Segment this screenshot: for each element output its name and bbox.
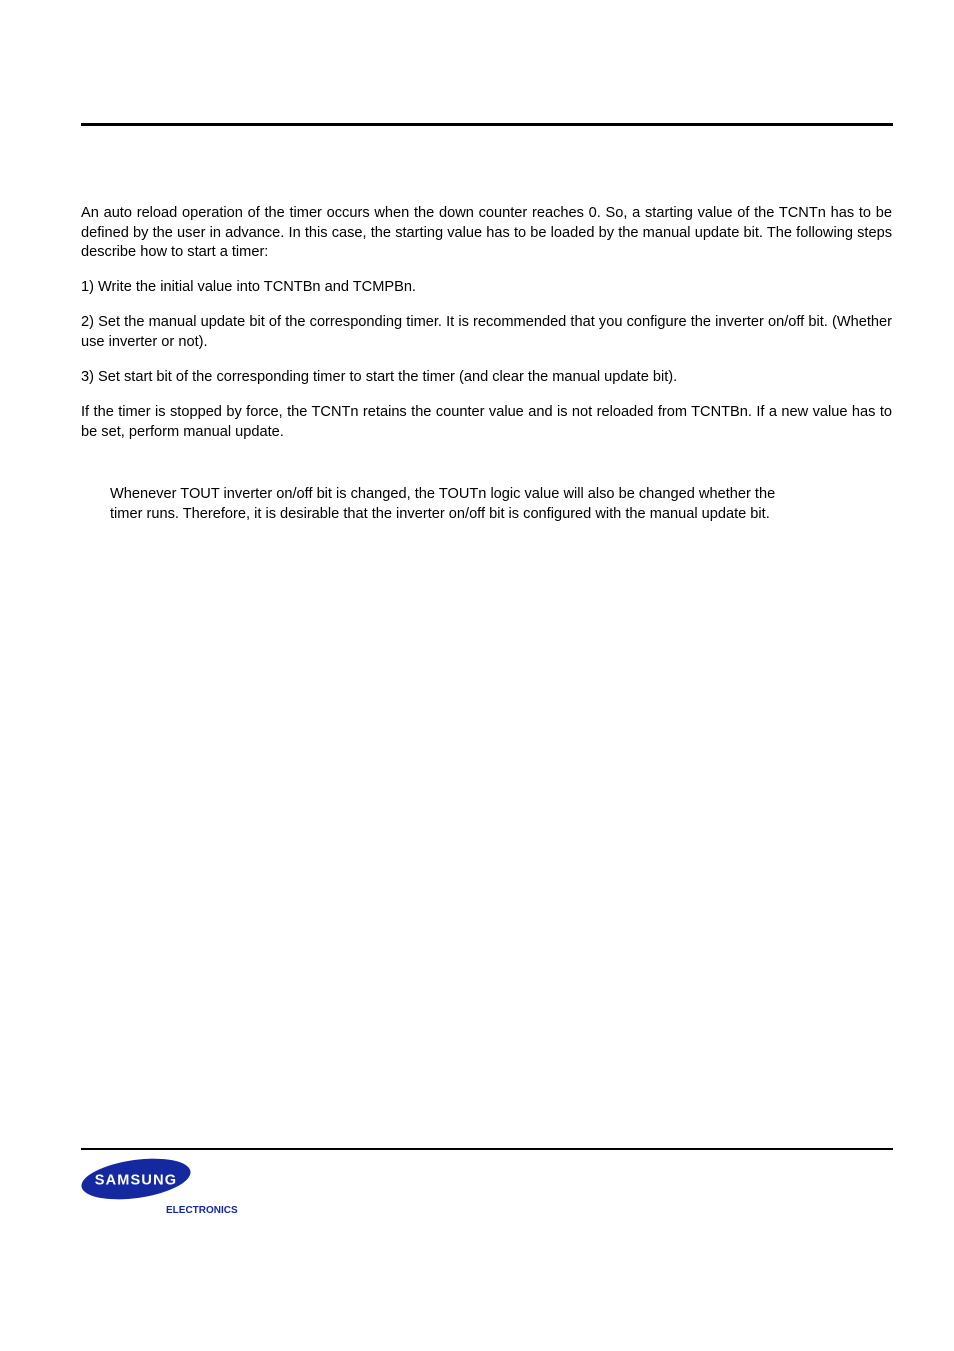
step-1: 1) Write the initial value into TCNTBn and TCMPBn. [81, 279, 416, 295]
step-2: 2) Set the manual update bit of the corresponding timer. It is recommended that you configure the inverter on/off bit. (Whether use inverter or not). [81, 314, 892, 350]
logo-wordmark: SAMSUNG [94, 1172, 178, 1189]
note-line-1: Whenever TOUT inverter on/off bit is changed, the TOUTn logic value will also be changed whether the [110, 486, 776, 502]
paragraph-auto-reload: An auto reload operation of the timer occurs when the down counter reaches 0. So, a starting value of the TCNTn has to be defined by the user in advance. In this case, the starting value has to be loaded by the manual update bit. The following steps describe how to start a timer: [81, 205, 892, 260]
logo-subtitle: ELECTRONICS [166, 1205, 238, 1216]
paragraph-stopped-timer: If the timer is stopped by force, the TCNTn retains the counter value and is not reloaded from TCNTBn. If a new value has to be set, perform manual update. [81, 404, 892, 440]
footer-rule [81, 1148, 893, 1150]
note-block [110, 485, 870, 524]
header-rule [81, 123, 893, 126]
step-3: 3) Set start bit of the corresponding timer to start the timer (and clear the manual update bit). [81, 369, 678, 385]
samsung-logo [80, 1157, 240, 1219]
note-line-2: timer runs. Therefore, it is desirable that the inverter on/off bit is configured with the manual update bit. [110, 505, 770, 522]
